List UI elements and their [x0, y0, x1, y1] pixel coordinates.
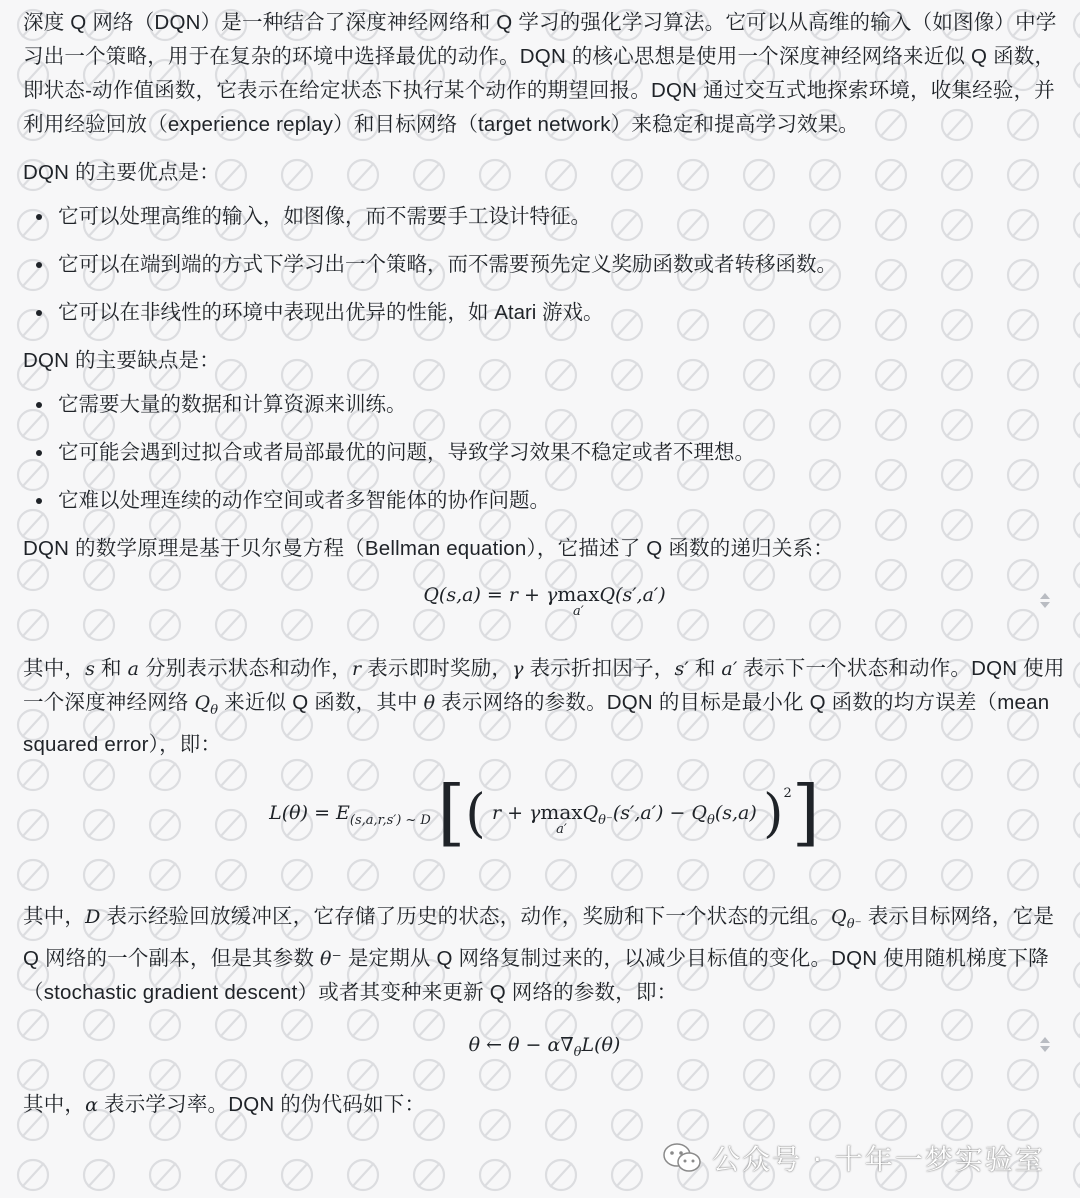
text-run: 是定期从 Q 网络复制过来的，以减少目标值的变化。DQN 使用随机梯度下降（stochastic gradient descent）或者其变种来更新 Q 网络的参数，即： — [23, 947, 1049, 1005]
bellman-max-sub: a′ — [573, 604, 584, 619]
sgd-formula: θ ← θ − α∇ — [468, 1034, 574, 1057]
wechat-brand-watermark — [662, 1138, 1045, 1178]
text-run: 其中， — [23, 657, 86, 680]
loss-max-sub: a′ — [556, 822, 567, 838]
scroll-down-icon[interactable] — [1040, 602, 1050, 608]
math-theta-minus: θ⁻ — [320, 948, 342, 971]
math-theta: θ — [423, 692, 436, 714]
loss-term-diff: (s′,a′) − Q — [612, 802, 708, 825]
equation-scroll-arrows[interactable] — [1040, 590, 1050, 611]
bellman-lhs: Q(s,a) = r + γ — [423, 584, 558, 606]
list-item: 它需要大量的数据和计算资源来训练。 — [23, 388, 1066, 422]
explanation-paragraph-3 — [23, 1088, 1066, 1122]
sgd-equation — [23, 1024, 1066, 1074]
math-r: r — [352, 658, 362, 680]
math-q-theta-sub: θ — [210, 703, 219, 719]
brand-text: 公众号 · 十年一梦实验室 — [712, 1143, 1045, 1176]
list-item: 它可以在端到端的方式下学习出一个策略，而不需要预先定义奖励函数或者转移函数。 — [23, 248, 1066, 282]
explanation-paragraph-1 — [23, 652, 1066, 762]
text-run: 其中， — [23, 905, 86, 929]
sgd-tail: L(θ) — [581, 1034, 621, 1057]
math-q-theta: Q — [194, 692, 211, 714]
advantages-heading: DQN 的主要优点是： — [23, 161, 220, 184]
loss-equation — [23, 770, 1066, 884]
loss-lhs: L(θ) = E — [269, 802, 350, 825]
sgd-grad-sub: θ — [573, 1045, 582, 1061]
math-s-prime: s′ — [674, 658, 689, 680]
math-q-target: Q — [830, 906, 847, 929]
left-paren: ( — [465, 784, 486, 845]
bellman-rhs: Q(s′,a′) — [599, 584, 666, 606]
scroll-down-icon[interactable] — [1040, 1046, 1050, 1052]
list-item: 它可能会遇到过拟合或者局部最优的问题，导致学习效果不稳定或者不理想。 — [23, 436, 1066, 470]
math-a: a — [127, 658, 140, 680]
text-run: 来近似 Q 函数，其中 — [218, 691, 424, 714]
text-run: 和 — [95, 657, 128, 680]
equation-scroll-arrows[interactable] — [1040, 1034, 1050, 1055]
text-run: 分别表示状态和动作， — [139, 657, 352, 680]
text-run: 其中， — [23, 1093, 86, 1117]
bellman-equation — [23, 576, 1066, 638]
math-q-target-sub: θ⁻ — [846, 917, 862, 933]
loss-expectation-sub: (s,a,r,s′) ~ D — [349, 813, 431, 829]
text-run: 表示目标网络，它是 Q 网络的一个副本，但是其参数 — [23, 905, 1055, 971]
text-run: 表示经验回放缓冲区，它存储了历史的状态，动作，奖励和下一个状态的元组。 — [100, 905, 831, 929]
math-s: s — [85, 658, 96, 680]
scroll-up-icon[interactable] — [1040, 1037, 1050, 1043]
list-item: 它可以处理高维的输入，如图像，而不需要手工设计特征。 — [23, 200, 1066, 234]
right-bracket: ] — [791, 770, 820, 855]
wechat-icon — [662, 1141, 702, 1175]
text-run: 表示下一个状态和动作。DQN 使用一个深度神经网络 — [23, 657, 1065, 714]
math-a-prime: a′ — [721, 658, 738, 680]
bellman-max: max — [557, 582, 600, 606]
math-alpha: α — [85, 1094, 99, 1117]
disadvantages-heading: DQN 的主要缺点是： — [23, 349, 220, 372]
loss-target-q: Q — [582, 802, 599, 825]
loss-term-r: r + γ — [491, 802, 541, 825]
advantages-list — [23, 200, 1066, 330]
math-gamma: γ — [512, 658, 524, 680]
loss-q-args: (s,a) — [714, 802, 757, 825]
loss-target-q-sub: θ⁻ — [598, 813, 613, 829]
disadvantages-list — [23, 388, 1066, 518]
explanation-paragraph-2 — [23, 900, 1066, 1010]
loss-max: max — [540, 800, 583, 825]
list-item: 它难以处理连续的动作空间或者多智能体的协作问题。 — [23, 484, 1066, 518]
left-bracket: [ — [437, 770, 466, 855]
text-run: 表示学习率。DQN 的伪代码如下： — [98, 1093, 426, 1117]
text-run: 表示折扣因子， — [523, 657, 675, 680]
scroll-up-icon[interactable] — [1040, 593, 1050, 599]
loss-q-sub: θ — [707, 813, 715, 829]
loss-power: 2 — [783, 786, 792, 802]
intro-text: 深度 Q 网络（DQN）是一种结合了深度神经网络和 Q 学习的强化学习算法。它可以从高维的输入（如图像）中学习出一个策略，用于在复杂的环境中选择最优的动作。DQN 的核心思想是使用一个深度神经网络来近似 Q 函数，即状态-动作值函数，它表示在给定状态下执行某个动作的期望回报。DQN 通过交互式地探索环境，收集经验，并利用经验回放（experience replay）和目标网络（target network）来稳定和提高学习效果。 — [23, 11, 1057, 136]
intro-paragraph — [23, 6, 1066, 142]
right-paren: ) — [763, 784, 784, 845]
list-item: 它可以在非线性的环境中表现出优异的性能，如 Atari 游戏。 — [23, 296, 1066, 330]
text-run: 表示即时奖励， — [361, 657, 513, 680]
bellman-intro: DQN 的数学原理是基于贝尔曼方程（Bellman equation），它描述了 Q 函数的递归关系： — [23, 537, 834, 560]
text-run: 和 — [688, 657, 722, 680]
math-d: D — [85, 906, 101, 929]
text-run: 表示网络的参数。DQN 的目标是最小化 Q 函数的均方误差（mean squared error），即： — [23, 691, 1050, 757]
